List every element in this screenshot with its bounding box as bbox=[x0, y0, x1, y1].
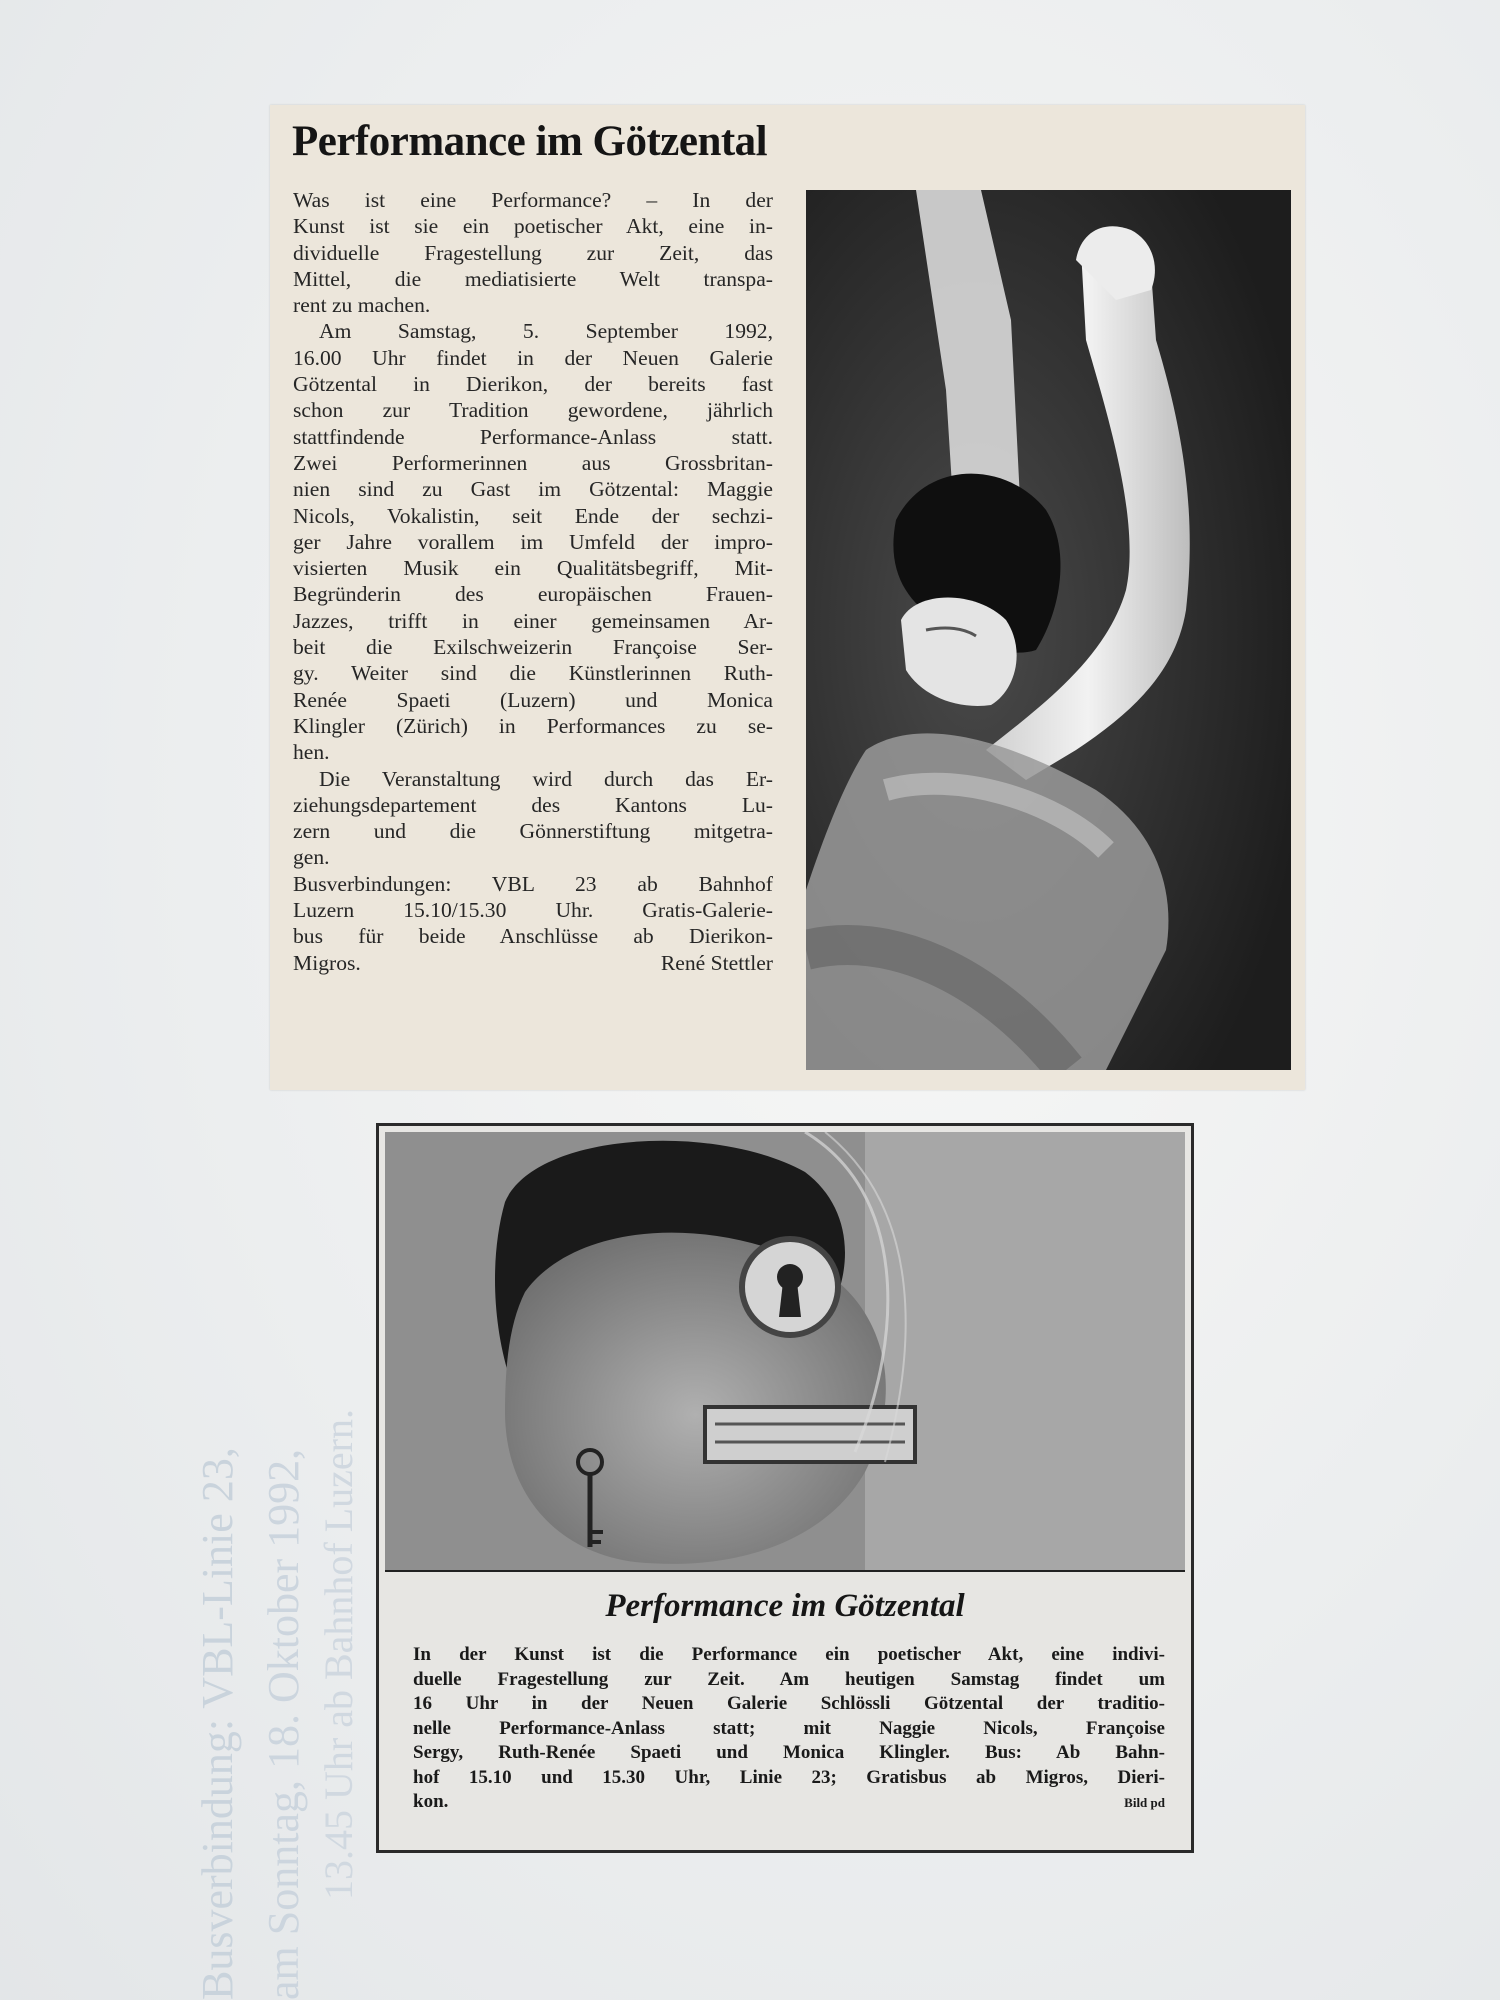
article-1-final-line: Migros. bbox=[293, 950, 361, 975]
bleed-line-3: 13.45 Uhr ab Bahnhof Luzern. bbox=[316, 1409, 361, 1900]
article-1-line: Zwei Performerinnen aus Grossbritan- bbox=[293, 450, 773, 475]
article-1-line: nien sind zu Gast im Götzental: Maggie bbox=[293, 477, 773, 502]
bleed-line-2: am Sonntag, 18. Oktober 1992, bbox=[259, 1448, 308, 2000]
article-1-line: Was ist eine Performance? – In der bbox=[293, 188, 773, 212]
article-2-line: Sergy, Ruth-Renée Spaeti und Monica Klingler. Bus: Ab Bahn- bbox=[413, 1742, 1165, 1763]
article-1-line: Busverbindungen: VBL 23 ab Bahnhof bbox=[293, 871, 773, 896]
article-1-line: Götzental in Dierikon, der bereits fast bbox=[293, 372, 773, 397]
performer-photo-1 bbox=[806, 190, 1291, 1070]
article-1-line: gen. bbox=[293, 845, 330, 870]
article-1-line: visierten Musik ein Qualitätsbegriff, Mit- bbox=[293, 556, 773, 581]
article-2-credit-row bbox=[413, 1790, 1165, 1816]
article-2-body bbox=[413, 1643, 1165, 1816]
article-2-line: hof 15.10 und 15.30 Uhr, Linie 23; Gratisbus ab Migros, Dieri- bbox=[413, 1766, 1165, 1788]
article-1-line: zern und die Gönnerstiftung mitgetra- bbox=[293, 819, 773, 844]
article-1-line: Begründerin des europäischen Frauen- bbox=[293, 582, 773, 607]
article-1-line: gy. Weiter sind die Künstlerinnen Ruth- bbox=[293, 661, 773, 686]
article-1-line: 16.00 Uhr findet in der Neuen Galerie bbox=[293, 345, 773, 370]
article-2-line: nelle Performance-Anlass statt; mit Naggie Nicols, Françoise bbox=[413, 1717, 1165, 1739]
article-2-final-line: kon. bbox=[413, 1791, 449, 1812]
article-1-line: Luzern 15.10/15.30 Uhr. Gratis-Galerie- bbox=[293, 898, 773, 923]
newspaper-clipping-1 bbox=[270, 105, 1305, 1090]
photo-credit: Bild pd bbox=[1124, 1795, 1165, 1810]
article-1-line: Kunst ist sie ein poetischer Akt, eine in- bbox=[293, 214, 773, 239]
article-2-headline: Performance im Götzental bbox=[605, 1588, 965, 1624]
article-1-headline: Performance im Götzental bbox=[292, 118, 768, 165]
article-1-line: Renée Spaeti (Luzern) und Monica bbox=[293, 687, 773, 712]
article-1-line: ger Jahre vorallem im Umfeld der impro- bbox=[293, 529, 773, 554]
article-1-line: dividuelle Fragestellung zur Zeit, das bbox=[293, 240, 773, 265]
article-1-signature-row bbox=[293, 950, 773, 976]
article-1-line: schon zur Tradition gewordene, jährlich bbox=[293, 398, 773, 423]
article-2-line: duelle Fragestellung zur Zeit. Am heutigen Samstag findet um bbox=[413, 1668, 1165, 1690]
article-1-line: Am Samstag, 5. September 1992, bbox=[319, 319, 773, 344]
article-1-line: Nicols, Vokalistin, seit Ende der sechzi- bbox=[293, 503, 773, 528]
article-1-line: ziehungsdepartement des Kantons Lu- bbox=[293, 792, 773, 817]
article-1-line: Jazzes, trifft in einer gemeinsamen Ar- bbox=[293, 608, 773, 633]
article-1-line: stattfindende Performance-Anlass statt. bbox=[293, 424, 773, 449]
article-1-body bbox=[293, 187, 773, 976]
article-2-line: 16 Uhr in der Neuen Galerie Schlössli Götzental der traditio- bbox=[413, 1693, 1165, 1714]
article-1-line: Mittel, die mediatisierte Welt transpa- bbox=[293, 266, 773, 291]
article-2-line: In der Kunst ist die Performance ein poetischer Akt, eine indivi- bbox=[413, 1644, 1165, 1665]
article-1-author: René Stettler bbox=[660, 950, 773, 975]
article-1-line: rent zu machen. bbox=[293, 293, 431, 318]
article-1-line: bus für beide Anschlüsse ab Dierikon- bbox=[293, 924, 773, 949]
newspaper-clipping-2 bbox=[376, 1123, 1194, 1853]
article-1-line: hen. bbox=[293, 740, 330, 765]
performer-photo-2 bbox=[385, 1132, 1185, 1572]
article-1-line: beit die Exilschweizerin Françoise Ser- bbox=[293, 635, 773, 660]
article-1-line: Klingler (Zürich) in Performances zu se- bbox=[293, 713, 773, 738]
bleed-line-1: Busverbindung: VBL-Linie 23, bbox=[193, 1447, 242, 2000]
article-1-line: Die Veranstaltung wird durch das Er- bbox=[319, 766, 773, 791]
